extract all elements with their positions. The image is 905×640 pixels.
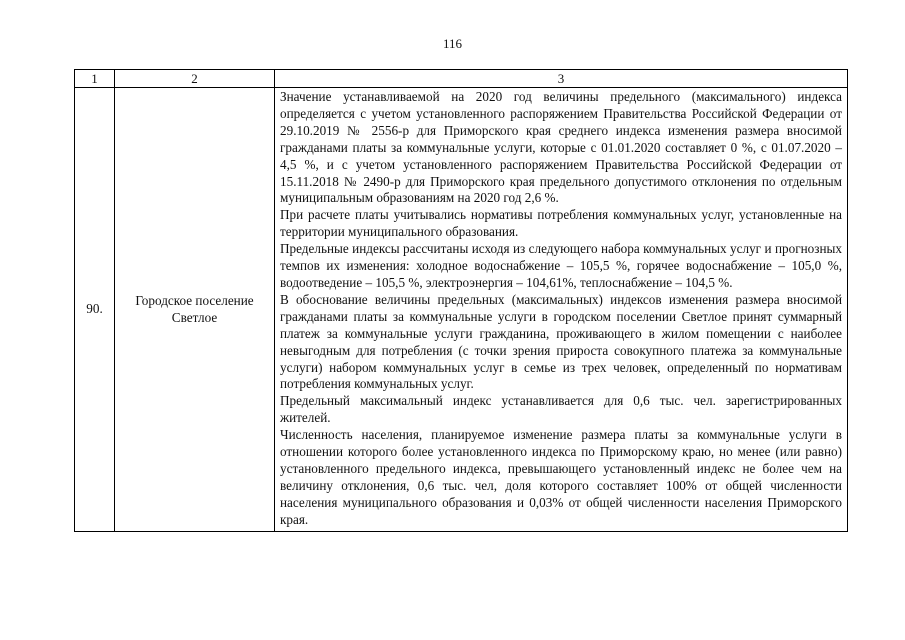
settlement-name: Городское поселение Светлое — [115, 88, 275, 532]
paragraph-justification: В обоснование величины предельных (максимальных) индексов изменения размера вносимой гражданами платы за коммунальные услуги в городском поселении Светлое принят суммарный платеж за коммунальные услуги гражданина, проживающего в жилом помещении с наиболее невыгодным для потребления (с точки зрения прироста совокупного платежа за коммунальные услуги) набором коммунальных услуг в семье из трех человек, определенный по нормативам потребления коммунальных услуг. — [280, 291, 842, 392]
paragraph-max-index: Предельный максимальный индекс устанавливается для 0,6 тыс. чел. зарегистрированных жителей. — [280, 393, 842, 426]
paragraph-population: Численность населения, планируемое изменение размера платы за коммунальные услуги в отношении которого более установленного индекса по Приморскому краю, но менее (или равно) установленного предельного индекса, превышающего установленный индекс не более чем на величину отклонения, 0,6 тыс. чел, доля которого составляет 100% от общей численности населения муниципального образования и 0,03% от общей численности населения Приморского края. — [280, 427, 842, 527]
paragraph-forecast-rates: Предельные индексы рассчитаны исходя из следующего набора коммунальных услуг и прогнозных темпов их изменения: холодное водоснабжение – 105,5 %, горячее водоснабжение – 105,0 %, водоотведение – 105,5 %, электроэнергия – 104,61%, теплоснабжение – 104,5 %. — [280, 241, 842, 290]
header-col-2: 2 — [115, 70, 275, 88]
header-col-1: 1 — [75, 70, 115, 88]
table-row — [75, 88, 848, 532]
header-col-3: 3 — [275, 70, 848, 88]
index-table — [74, 69, 848, 532]
row-content — [275, 88, 848, 532]
paragraph-index-value: Значение устанавливаемой на 2020 год величины предельного (максимального) индекса определяется с учетом установленного распоряжением Правительства Российской Федерации от 29.10.2019 № 2556-р для Приморского края среднего индекса изменения размера вносимой гражданами платы за коммунальные услуги, которые с 01.01.2020 составляет 0 %, с 01.07.2020 – 4,5 %, и с учетом установленного распоряжением Правительства Российской Федерации от 15.11.2018 № 2490-р для Приморского края предельного допустимого отклонения по отдельным муниципальным образованиям на 2020 год 2,6 %. — [280, 89, 842, 206]
table-header — [75, 70, 848, 88]
header-row — [75, 70, 848, 88]
page-number: 116 — [442, 36, 463, 51]
row-number: 90. — [75, 88, 115, 532]
paragraph-norms: При расчете платы учитывались нормативы потребления коммунальных услуг, установленные на территории муниципального образования. — [280, 207, 842, 240]
